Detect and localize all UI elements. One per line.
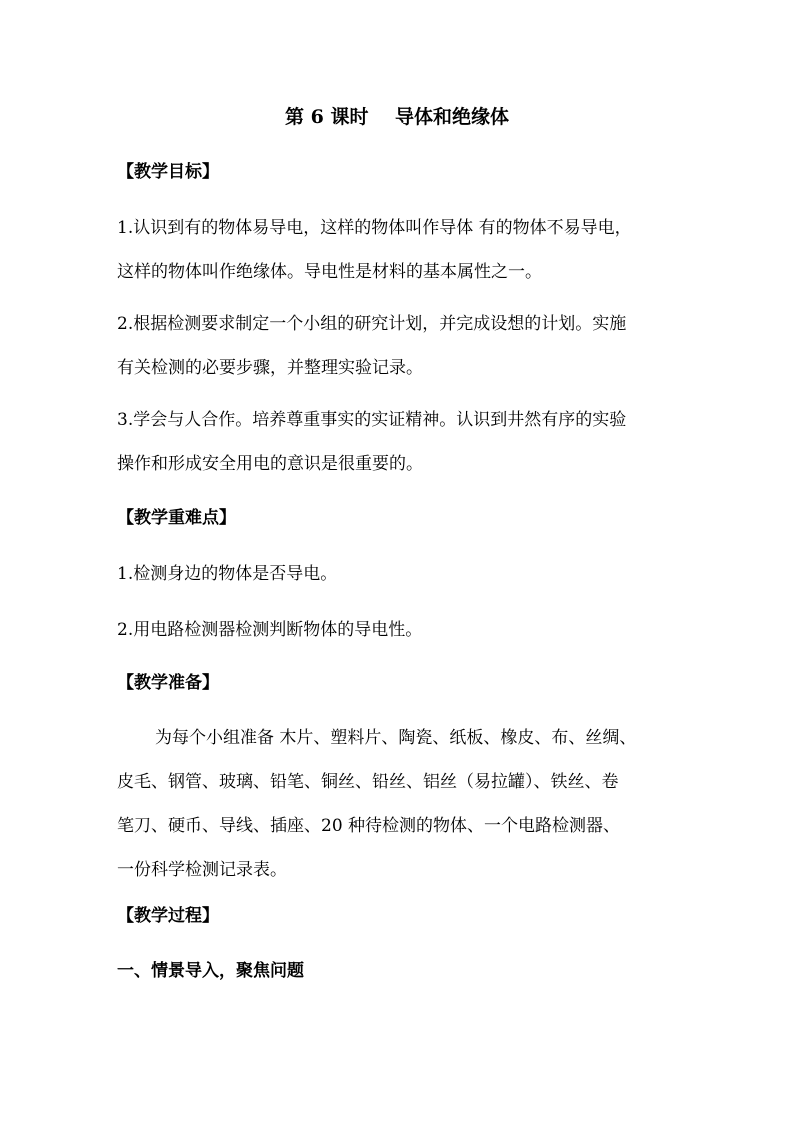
preparation-line-4: 一份科学检测记录表。: [117, 860, 287, 880]
objective-item-3: [117, 398, 677, 486]
objective-3-line-2: 操作和形成安全用电的意识是很重要的。: [117, 454, 423, 474]
preparation-line-1: 为每个小组准备 木片、塑料片、陶瓷、纸板、橡皮、布、丝绸、: [155, 728, 637, 748]
objective-1-line-1: 1.认识到有的物体易导电，这样的物体叫作导体 有的物体不易导电，: [117, 218, 632, 238]
process-heading: 【教学过程】: [117, 906, 219, 926]
key-point-1-line: 1.检测身边的物体是否导电。: [117, 564, 338, 584]
key-point-item-1: [117, 552, 677, 596]
preparation-line-3: 笔刀、硬币、导线、插座、20 种待检测的物体、一个电路检测器、: [117, 816, 621, 836]
objective-2-line-2: 有关检测的必要步骤，并整理实验记录。: [117, 358, 423, 378]
process-subheading: 一、情景导入，聚焦问题: [117, 961, 304, 981]
key-point-item-2: [117, 608, 677, 652]
objective-item-1: [117, 206, 677, 294]
lesson-title: 第 6 课时 导体和绝缘体: [285, 106, 509, 128]
key-point-2-line: 2.用电路检测器检测判断物体的导电性。: [117, 620, 423, 640]
objective-item-2: [117, 302, 677, 390]
objectives-heading: 【教学目标】: [117, 162, 219, 182]
preparation-heading: 【教学准备】: [117, 673, 219, 693]
objective-3-line-1: 3.学会与人合作。培养尊重事实的实证精神。认识到井然有序的实验: [117, 410, 627, 430]
preparation-paragraph: [117, 716, 677, 892]
preparation-line-2: 皮毛、钢管、玻璃、铅笔、铜丝、铅丝、铝丝（易拉罐）、铁丝、卷: [117, 772, 619, 792]
objective-2-line-1: 2.根据检测要求制定一个小组的研究计划，并完成设想的计划。实施: [117, 314, 627, 334]
objective-1-line-2: 这样的物体叫作绝缘体。导电性是材料的基本属性之一。: [117, 262, 542, 282]
key-points-heading: 【教学重难点】: [117, 508, 236, 528]
